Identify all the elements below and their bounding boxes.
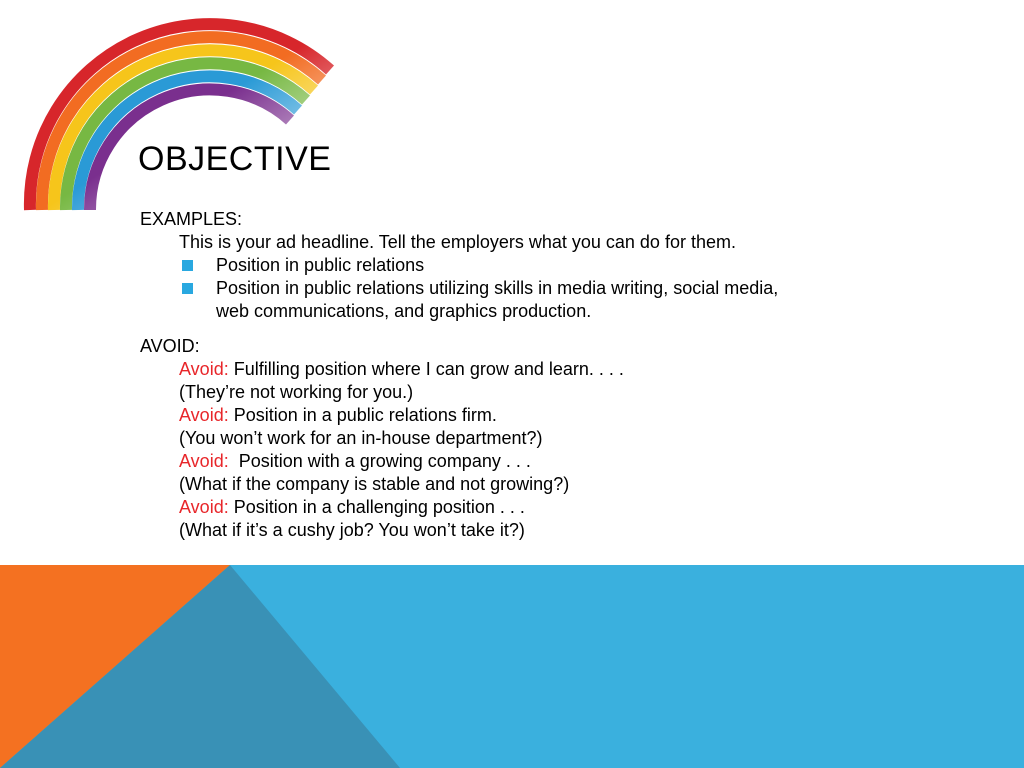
avoid-note: (You won’t work for an in-house department?) xyxy=(179,428,543,448)
avoid-note: (What if it’s a cushy job? You won’t take it?) xyxy=(179,520,525,540)
avoid-label: Avoid: xyxy=(179,405,229,425)
avoid-heading: AVOID: xyxy=(140,336,200,356)
rainbow-graphic xyxy=(0,0,340,215)
avoid-text: Position in a public relations firm. xyxy=(228,405,497,425)
avoid-item xyxy=(179,496,900,519)
avoid-label: Avoid: xyxy=(179,359,229,379)
examples-intro: This is your ad headline. Tell the employers what you can do for them. xyxy=(179,232,736,252)
bullet-item-continuation: web communications, and graphics production. xyxy=(216,301,592,321)
square-bullet-icon xyxy=(182,260,193,271)
avoid-item xyxy=(179,358,900,381)
footer-band xyxy=(0,565,1024,768)
avoid-note: (They’re not working for you.) xyxy=(179,382,414,402)
avoid-item xyxy=(179,404,900,427)
avoid-label: Avoid: xyxy=(179,451,229,471)
avoid-text: Position in a challenging position . . . xyxy=(228,497,525,517)
avoid-text: Position with a growing company . . . xyxy=(228,451,531,471)
avoid-label: Avoid: xyxy=(179,497,229,517)
avoid-note: (What if the company is stable and not growing?) xyxy=(179,474,570,494)
square-bullet-icon xyxy=(182,283,193,294)
avoid-item xyxy=(179,450,900,473)
slide-body xyxy=(140,208,900,542)
avoid-text: Fulfilling position where I can grow and learn. . . . xyxy=(228,359,624,379)
slide-title: OBJECTIVE xyxy=(138,140,332,178)
bullet-item: Position in public relations utilizing skills in media writing, social media, xyxy=(216,277,900,300)
examples-heading: EXAMPLES: xyxy=(140,209,243,229)
bullet-item: Position in public relations xyxy=(216,254,900,277)
